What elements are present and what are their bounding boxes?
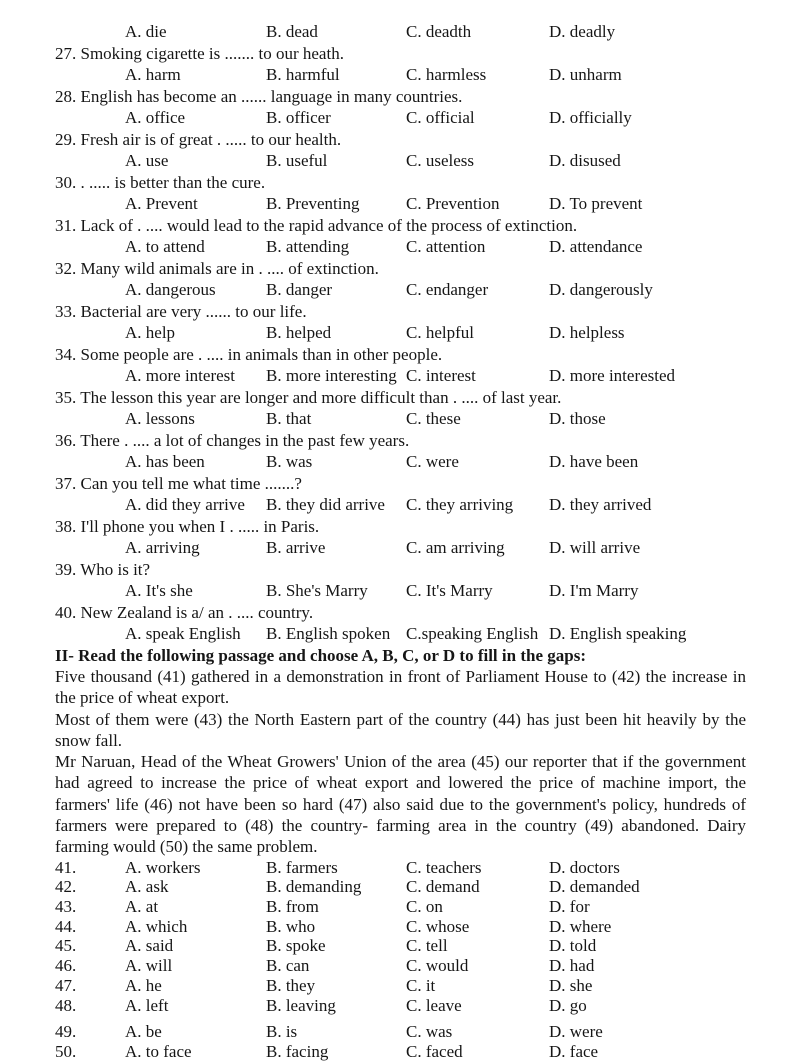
option-cell: B. harmful: [266, 65, 340, 84]
passage-paragraph: Five thousand (41) gathered in a demonstration in front of Parliament House to (42) the increase in the price of wheat export.: [55, 667, 746, 708]
option-cell: D. for: [549, 897, 590, 917]
option-cell: C. am arriving: [406, 538, 505, 557]
item-number: 49.: [55, 1022, 77, 1042]
question-text: 28. English has become an ...... language in many countries.: [55, 86, 463, 106]
option-cell: B. they did arrive: [266, 495, 385, 514]
option-cell: A. die: [125, 22, 167, 41]
gap-fill-item-row: [55, 936, 746, 956]
item-number: 45.: [55, 936, 77, 956]
option-cell: A. at: [125, 897, 159, 917]
option-cell: B. spoke: [266, 936, 326, 956]
option-cell: D. had: [549, 956, 595, 976]
option-cell: C. they arriving: [406, 495, 514, 514]
options-row: [125, 107, 746, 129]
item-number: 48.: [55, 995, 77, 1015]
option-cell: C. useless: [406, 151, 474, 170]
option-cell: D. English speaking: [549, 624, 687, 643]
option-cell: D. go: [549, 995, 587, 1015]
gap-fill-item-row: [55, 877, 746, 897]
option-cell: C. helpful: [406, 323, 474, 342]
option-cell: B. helped: [266, 323, 332, 342]
item-number: 44.: [55, 916, 77, 936]
option-cell: C. was: [406, 1022, 453, 1042]
option-cell: A. he: [125, 975, 162, 995]
question-text: 27. Smoking cigarette is ....... to our heath.: [55, 43, 344, 63]
question-text: 31. Lack of . .... would lead to the rapid advance of the process of extinction.: [55, 215, 578, 235]
question-text: 29. Fresh air is of great . ..... to our health.: [55, 129, 342, 149]
option-cell: C. faced: [406, 1042, 463, 1061]
options-row: [125, 193, 746, 215]
option-cell: B. officer: [266, 108, 331, 127]
options-row: [125, 623, 746, 645]
option-cell: A. to attend: [125, 237, 205, 256]
option-cell: A. left: [125, 995, 169, 1015]
options-row: [125, 150, 746, 172]
option-cell: A. ask: [125, 877, 169, 897]
option-cell: C. It's Marry: [406, 581, 493, 600]
option-cell: C. deadth: [406, 22, 472, 41]
options-row-intro: [125, 21, 746, 43]
passage-paragraph: Mr Naruan, Head of the Wheat Growers' Union of the area (45) our reporter that if the government had agreed to increase the price of wheat export and lowered the price of machine import, the farmers' life (46) not have been so hard (47) also said due to the government's policy, hundreds of farmers were prepared to (48) the country- farming area in the country (49) abandoned. Dairy farming would (50) the same problem.: [55, 752, 746, 857]
item-number: 43.: [55, 897, 77, 917]
option-cell: B. from: [266, 897, 319, 917]
options-row: [125, 322, 746, 344]
option-cell: A. workers: [125, 857, 201, 877]
option-cell: D. To prevent: [549, 194, 643, 213]
option-cell: A. said: [125, 936, 174, 956]
option-cell: A. office: [125, 108, 186, 127]
option-cell: D. helpless: [549, 323, 625, 342]
gap-fill-item-row: [55, 1042, 746, 1062]
option-cell: B. facing: [266, 1042, 329, 1061]
option-cell: B. that: [266, 409, 312, 428]
option-cell: D. face: [549, 1042, 599, 1061]
option-cell: D. disused: [549, 151, 621, 170]
option-cell: A. It's she: [125, 581, 193, 600]
passage-paragraph: Most of them were (43) the North Eastern part of the country (44) has just been hit heavily by the snow fall.: [55, 709, 746, 750]
options-row: [125, 236, 746, 258]
option-cell: A. did they arrive: [125, 495, 245, 514]
gap-fill-item-row: [55, 917, 746, 937]
option-cell: C. Prevention: [406, 194, 500, 213]
option-cell: C. these: [406, 409, 461, 428]
option-cell: C. official: [406, 108, 475, 127]
option-cell: D. dangerously: [549, 280, 653, 299]
option-cell: D. demanded: [549, 877, 640, 897]
section2-items: [55, 858, 746, 1062]
option-cell: C. leave: [406, 995, 462, 1015]
question-text: 36. There . .... a lot of changes in the past few years.: [55, 430, 410, 450]
options-row: [125, 365, 746, 387]
option-cell: D. doctors: [549, 857, 620, 877]
gap-fill-item-row: [55, 996, 746, 1016]
option-cell: C. tell: [406, 936, 448, 956]
option-cell: B. English spoken: [266, 624, 391, 643]
option-cell: B. they: [266, 975, 316, 995]
item-number: 42.: [55, 877, 77, 897]
item-number: 47.: [55, 975, 77, 995]
option-cell: B. farmers: [266, 857, 338, 877]
option-cell: C. would: [406, 956, 469, 976]
option-cell: B. danger: [266, 280, 333, 299]
option-cell: C. teachers: [406, 857, 482, 877]
section2-passage: [55, 666, 746, 858]
option-cell: B. attending: [266, 237, 350, 256]
option-cell: B. is: [266, 1022, 298, 1042]
option-cell: B. She's Marry: [266, 581, 368, 600]
option-cell: D. were: [549, 1022, 603, 1042]
option-cell: A. has been: [125, 452, 205, 471]
option-cell: A. harm: [125, 65, 181, 84]
option-cell: C. it: [406, 975, 436, 995]
option-cell: D. where: [549, 916, 612, 936]
options-row: [125, 494, 746, 516]
options-row: [125, 451, 746, 473]
option-cell: D. deadly: [549, 22, 616, 41]
option-cell: D. I'm Marry: [549, 581, 639, 600]
item-number: 41.: [55, 857, 77, 877]
option-cell: C. whose: [406, 916, 470, 936]
option-cell: D. will arrive: [549, 538, 641, 557]
option-cell: C.speaking English: [406, 624, 539, 643]
question-text: 34. Some people are . .... in animals than in other people.: [55, 344, 443, 364]
question-text: 40. New Zealand is a/ an . .... country.: [55, 602, 314, 622]
section2-heading: II- Read the following passage and choose A, B, C, or D to fill in the gaps:: [55, 645, 586, 665]
option-cell: D. attendance: [549, 237, 643, 256]
option-cell: A. lessons: [125, 409, 195, 428]
option-cell: A. more interest: [125, 366, 235, 385]
question-text: 30. . ..... is better than the cure.: [55, 172, 266, 192]
option-cell: C. endanger: [406, 280, 489, 299]
option-cell: A. use: [125, 151, 169, 170]
item-number: 50.: [55, 1042, 77, 1061]
gap-fill-item-row: [55, 858, 746, 878]
section1-questions: [55, 43, 746, 645]
option-cell: C. were: [406, 452, 459, 471]
option-cell: A. to face: [125, 1042, 192, 1061]
gap-fill-item-row: [55, 956, 746, 976]
question-text: 38. I'll phone you when I . ..... in Paris.: [55, 516, 320, 536]
question-text: 35. The lesson this year are longer and more difficult than . .... of last year.: [55, 387, 562, 407]
option-cell: C. on: [406, 897, 443, 917]
option-cell: D. told: [549, 936, 597, 956]
option-cell: D. she: [549, 975, 593, 995]
option-cell: D. unharm: [549, 65, 622, 84]
option-cell: D. have been: [549, 452, 639, 471]
option-cell: A. dangerous: [125, 280, 216, 299]
option-cell: D. they arrived: [549, 495, 652, 514]
option-cell: C. attention: [406, 237, 486, 256]
gap-fill-item-row: [55, 1022, 746, 1042]
question-text: 37. Can you tell me what time .......?: [55, 473, 302, 493]
option-cell: A. arriving: [125, 538, 200, 557]
option-cell: B. was: [266, 452, 313, 471]
option-cell: B. leaving: [266, 995, 336, 1015]
option-cell: D. those: [549, 409, 606, 428]
option-cell: C. harmless: [406, 65, 487, 84]
option-cell: B. can: [266, 956, 310, 976]
option-cell: D. officially: [549, 108, 632, 127]
options-row: [125, 408, 746, 430]
options-row: [125, 537, 746, 559]
option-cell: A. be: [125, 1022, 162, 1042]
item-number: 46.: [55, 956, 77, 976]
option-cell: A. which: [125, 916, 188, 936]
question-text: 39. Who is it?: [55, 559, 151, 579]
option-cell: C. demand: [406, 877, 480, 897]
gap-fill-item-row: [55, 897, 746, 917]
option-cell: B. dead: [266, 22, 318, 41]
option-cell: B. useful: [266, 151, 328, 170]
gap-fill-item-row: [55, 976, 746, 996]
option-cell: C. interest: [406, 366, 476, 385]
option-cell: A. Prevent: [125, 194, 198, 213]
options-row: [125, 64, 746, 86]
question-text: 33. Bacterial are very ...... to our life.: [55, 301, 307, 321]
option-cell: D. more interested: [549, 366, 676, 385]
option-cell: B. demanding: [266, 877, 362, 897]
option-cell: A. will: [125, 956, 173, 976]
option-cell: B. Preventing: [266, 194, 360, 213]
option-cell: B. more interesting: [266, 366, 397, 385]
options-row: [125, 279, 746, 301]
option-cell: A. speak English: [125, 624, 241, 643]
option-cell: A. help: [125, 323, 176, 342]
question-text: 32. Many wild animals are in . .... of extinction.: [55, 258, 379, 278]
option-cell: B. who: [266, 916, 316, 936]
options-row: [125, 580, 746, 602]
option-cell: B. arrive: [266, 538, 326, 557]
